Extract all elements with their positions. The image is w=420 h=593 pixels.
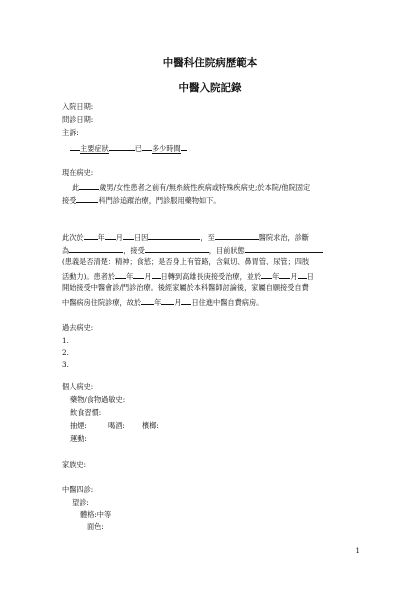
clinic-date-label: 問診日期:	[62, 115, 94, 124]
text: 日因	[133, 233, 149, 242]
past-history-item: 3.	[62, 360, 69, 369]
text: 月	[174, 298, 182, 307]
present-para-line-4	[62, 271, 314, 280]
present-illness-label: 現在病史:	[62, 168, 94, 177]
text: 月	[144, 272, 152, 281]
text: 中醫病房住院診療，故於	[62, 298, 142, 307]
exercise-label: 運動:	[70, 434, 87, 443]
personal-history-label: 個人病史:	[62, 382, 94, 391]
text: 為	[62, 246, 70, 255]
text: 年	[97, 233, 105, 242]
text: ，目前狀態	[208, 246, 245, 255]
blank-line	[142, 143, 152, 151]
text: 日	[306, 272, 314, 281]
text: 接受	[62, 196, 77, 205]
blank-line	[279, 271, 290, 279]
present-para-line-6	[62, 297, 263, 306]
present-para-line-5: 開始接受中醫會診/門診治療。後經家屬於本科醫師討論後，家屬自願接受自費	[62, 283, 309, 292]
past-history-label: 過去病史:	[62, 323, 94, 332]
blank-line	[105, 232, 116, 240]
present-line-2	[62, 195, 221, 204]
present-para-line-3: (患義是否清楚：精神；食慾；是否身上有管路，含氣切、鼻胃管、尿管；四肢	[62, 257, 310, 266]
text: 日住進中醫自費病房。	[191, 298, 264, 307]
chief-symptom: 主要症狀	[80, 144, 109, 153]
blank-line	[84, 232, 98, 240]
inspection-label: 望診:	[72, 498, 89, 507]
text: 科門診追蹤治療，門診服用藥物如下。	[98, 196, 221, 205]
blank-line	[261, 271, 272, 279]
blank-line	[69, 245, 123, 253]
text: 此	[72, 183, 80, 192]
text: 年	[126, 272, 134, 281]
chief-complaint-line	[70, 143, 187, 152]
blank-line	[141, 297, 154, 305]
page-number: 1	[355, 547, 360, 555]
chief-complaint-label: 主訴:	[62, 128, 79, 137]
smoke-label: 抽煙:	[70, 421, 87, 430]
past-history-item: 1.	[62, 336, 69, 345]
blank-line	[298, 271, 307, 279]
text: 年	[272, 272, 280, 281]
drink-label: 喝酒:	[108, 421, 125, 430]
text: 日轉到高雄長庚接受治療，並於	[160, 272, 262, 281]
body-build-label: 體格:中等	[80, 510, 112, 519]
document-subtitle: 中醫入院記錄	[178, 82, 242, 94]
text: 歲男/女性患者之前有/無糸統性疾病或特殊疾病史;於本院/他院固定	[99, 183, 311, 192]
text: 月	[115, 233, 123, 242]
present-para-line-1	[62, 232, 309, 241]
text: 此次於	[62, 233, 84, 242]
present-line-1	[72, 182, 310, 191]
text: 年	[154, 298, 162, 307]
blank-line	[70, 143, 80, 151]
blank-line	[181, 143, 187, 151]
chief-duration: 多少時間	[151, 144, 181, 153]
blank-line	[79, 182, 99, 190]
family-history-label: 家族史:	[62, 460, 86, 469]
blank-line	[161, 297, 174, 305]
document-title: 中醫科住院病歷範本	[162, 57, 258, 69]
present-para-line-2	[62, 245, 323, 254]
blank-line	[123, 232, 134, 240]
text: ，接受	[123, 246, 145, 255]
past-history-item: 2.	[62, 348, 69, 357]
blank-line	[148, 232, 200, 240]
four-diagnostics-label: 中醫四診:	[62, 485, 94, 494]
blank-line	[152, 271, 161, 279]
blank-line	[109, 143, 135, 151]
allergy-label: 藥物/食物過敏史:	[70, 395, 126, 404]
text: 醫院求治，診斷	[258, 233, 310, 242]
blank-line	[133, 271, 144, 279]
blank-line	[215, 232, 259, 240]
text: ，至	[200, 233, 215, 242]
text: 活動力)。患者於	[62, 272, 116, 281]
complexion-label: 面色:	[87, 522, 104, 531]
blank-line	[145, 245, 209, 253]
diet-label: 飲食習慣:	[70, 408, 102, 417]
admit-date-label: 入院日期:	[62, 102, 94, 111]
text: 月	[290, 272, 298, 281]
blank-line	[115, 271, 126, 279]
blank-line	[181, 297, 191, 305]
blank-line	[76, 195, 98, 203]
blank-line	[245, 245, 323, 253]
chief-since: 已	[134, 144, 142, 153]
betel-label: 檳榔:	[142, 421, 159, 430]
